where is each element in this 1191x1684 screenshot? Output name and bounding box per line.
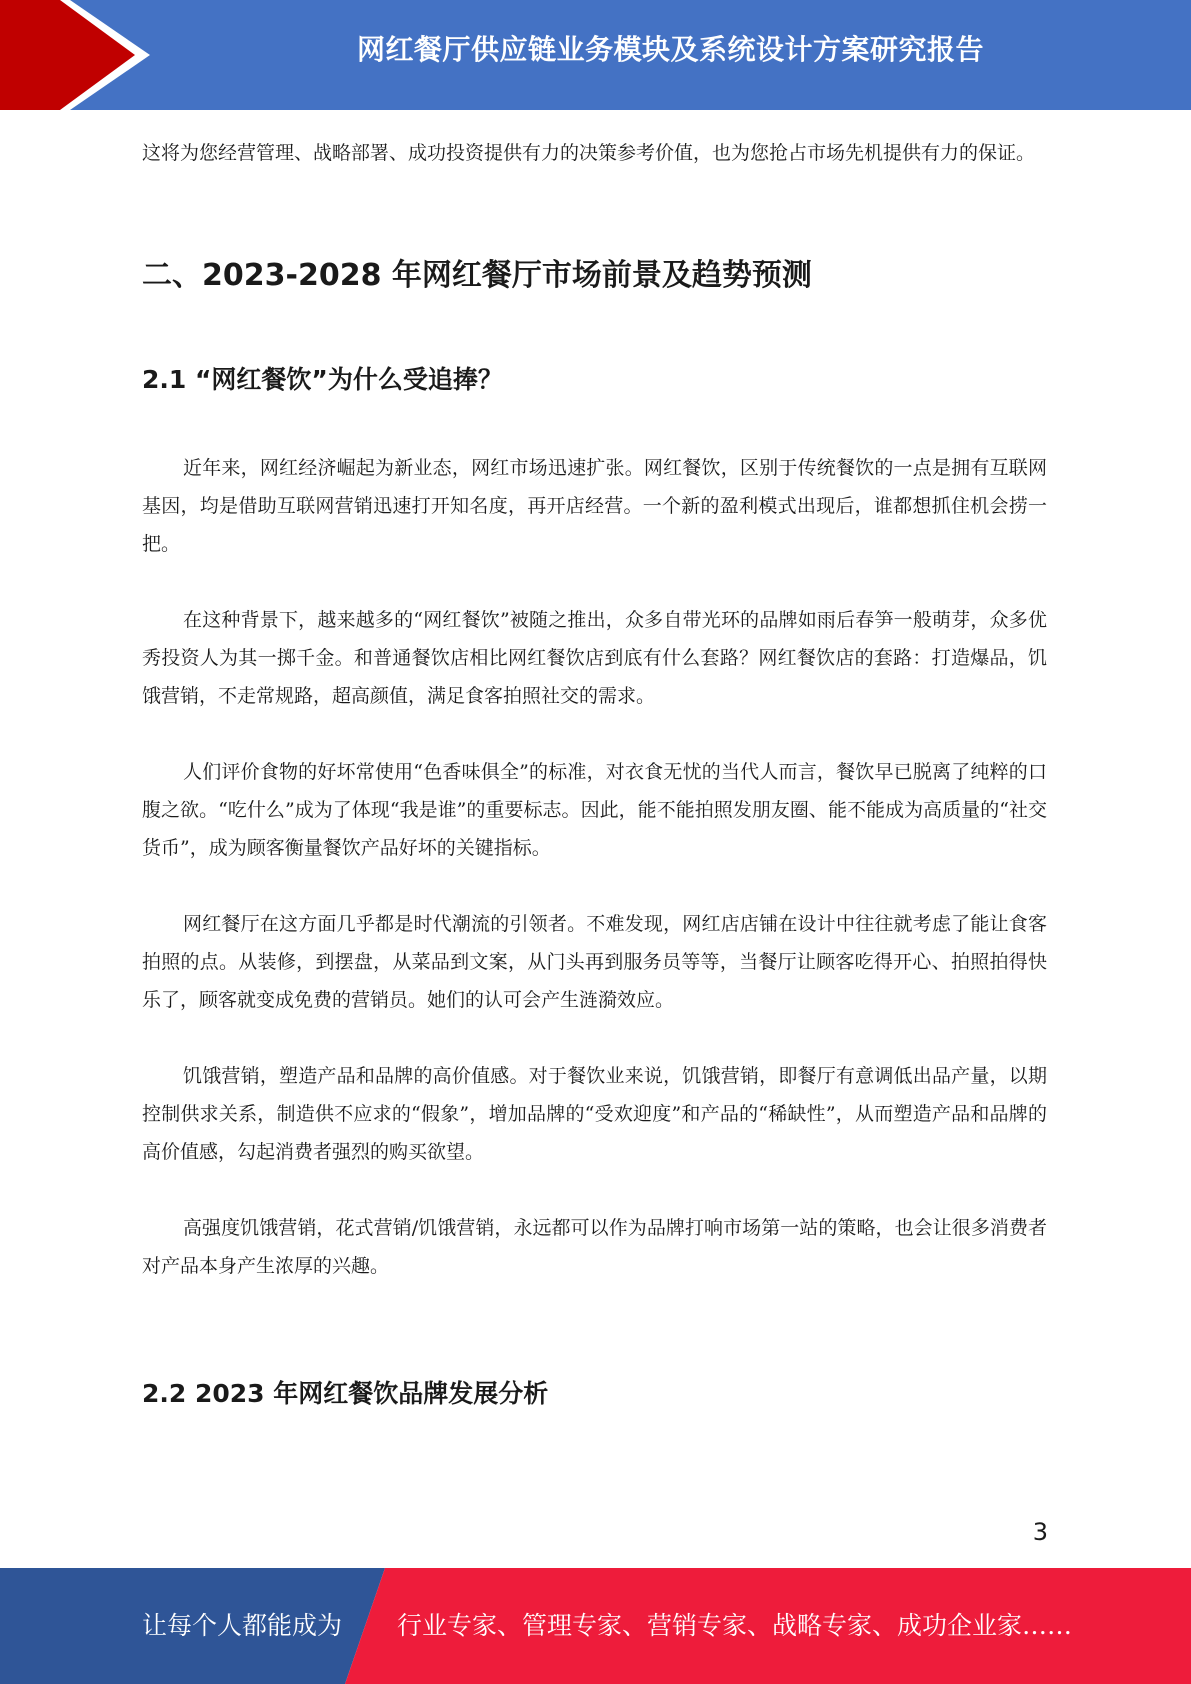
body-paragraph: 网红餐厅在这方面几乎都是时代潮流的引领者。不难发现，网红店店铺在设计中往往就考虑了能让食客拍照的点。从装修，到摆盘，从菜品到文案，从门头再到服务员等等，当餐厅让顾客吃得开心、拍照拍得快乐了，顾客就变成免费的营销员。她们的认可会产生涟漪效应。 bbox=[142, 913, 1047, 1011]
header-arrow-decoration bbox=[0, 0, 150, 110]
header-title: 网红餐厅供应链业务模块及系统设计方案研究报告 bbox=[356, 33, 984, 66]
footer-slogan-right: 行业专家、管理专家、营销专家、战略专家、成功企业家…… bbox=[397, 1611, 1073, 1640]
subsection-heading-2-2: 2.2 2023 年网红餐饮品牌发展分析 bbox=[142, 1379, 549, 1408]
intro-paragraph: 这将为您经营管理、战略部署、成功投资提供有力的决策参考价值，也为您抢占市场先机提供有力的保证。 bbox=[142, 142, 1036, 164]
paragraph-block-3 bbox=[142, 753, 1047, 867]
body-paragraph: 饥饿营销，塑造产品和品牌的高价值感。对于餐饮业来说，饥饿营销，即餐厅有意调低出品产量，以期控制供求关系，制造供不应求的“假象”，增加品牌的“受欢迎度”和产品的“稀缺性”，从而塑造产品和品牌的高价值感，勾起消费者强烈的购买欲望。 bbox=[142, 1065, 1047, 1163]
section-heading: 二、2023-2028 年网红餐厅市场前景及趋势预测 bbox=[142, 258, 812, 293]
paragraph-block-4 bbox=[142, 905, 1047, 1019]
page-number: 3 bbox=[1032, 1518, 1048, 1546]
body-paragraph: 近年来，网红经济崛起为新业态，网红市场迅速扩张。网红餐饮，区别于传统餐饮的一点是拥有互联网基因，均是借助互联网营销迅速打开知名度，再开店经营。一个新的盈利模式出现后，谁都想抓住机会捞一把。 bbox=[142, 457, 1047, 555]
paragraph-block-5 bbox=[142, 1057, 1047, 1171]
paragraph-block-2 bbox=[142, 601, 1047, 715]
body-paragraph: 高强度饥饿营销，花式营销/饥饿营销，永远都可以作为品牌打响市场第一站的策略，也会让很多消费者对产品本身产生浓厚的兴趣。 bbox=[142, 1217, 1047, 1277]
page-header bbox=[0, 0, 1191, 110]
paragraph-block-1 bbox=[142, 449, 1047, 563]
body-paragraph: 人们评价食物的好坏常使用“色香味俱全”的标准，对衣食无忧的当代人而言，餐饮早已脱离了纯粹的口腹之欲。“吃什么”成为了体现“我是谁”的重要标志。因此，能不能拍照发朋友圈、能不能成为高质量的“社交货币”，成为顾客衡量餐饮产品好坏的关键指标。 bbox=[142, 761, 1047, 859]
paragraph-block-6 bbox=[142, 1209, 1047, 1285]
intro-block bbox=[142, 134, 1047, 172]
body-paragraph: 在这种背景下，越来越多的“网红餐饮”被随之推出，众多自带光环的品牌如雨后春笋一般萌芽，众多优秀投资人为其一掷千金。和普通餐饮店相比网红餐饮店到底有什么套路？网红餐饮店的套路：打造爆品，饥饿营销，不走常规路，超高颜值，满足食客拍照社交的需求。 bbox=[142, 609, 1047, 707]
footer-slogan-left: 让每个人都能成为 bbox=[142, 1611, 343, 1640]
subsection-heading-2-1: 2.1 “网红餐饮”为什么受追捧？ bbox=[142, 365, 503, 394]
page-footer bbox=[0, 1568, 1191, 1684]
